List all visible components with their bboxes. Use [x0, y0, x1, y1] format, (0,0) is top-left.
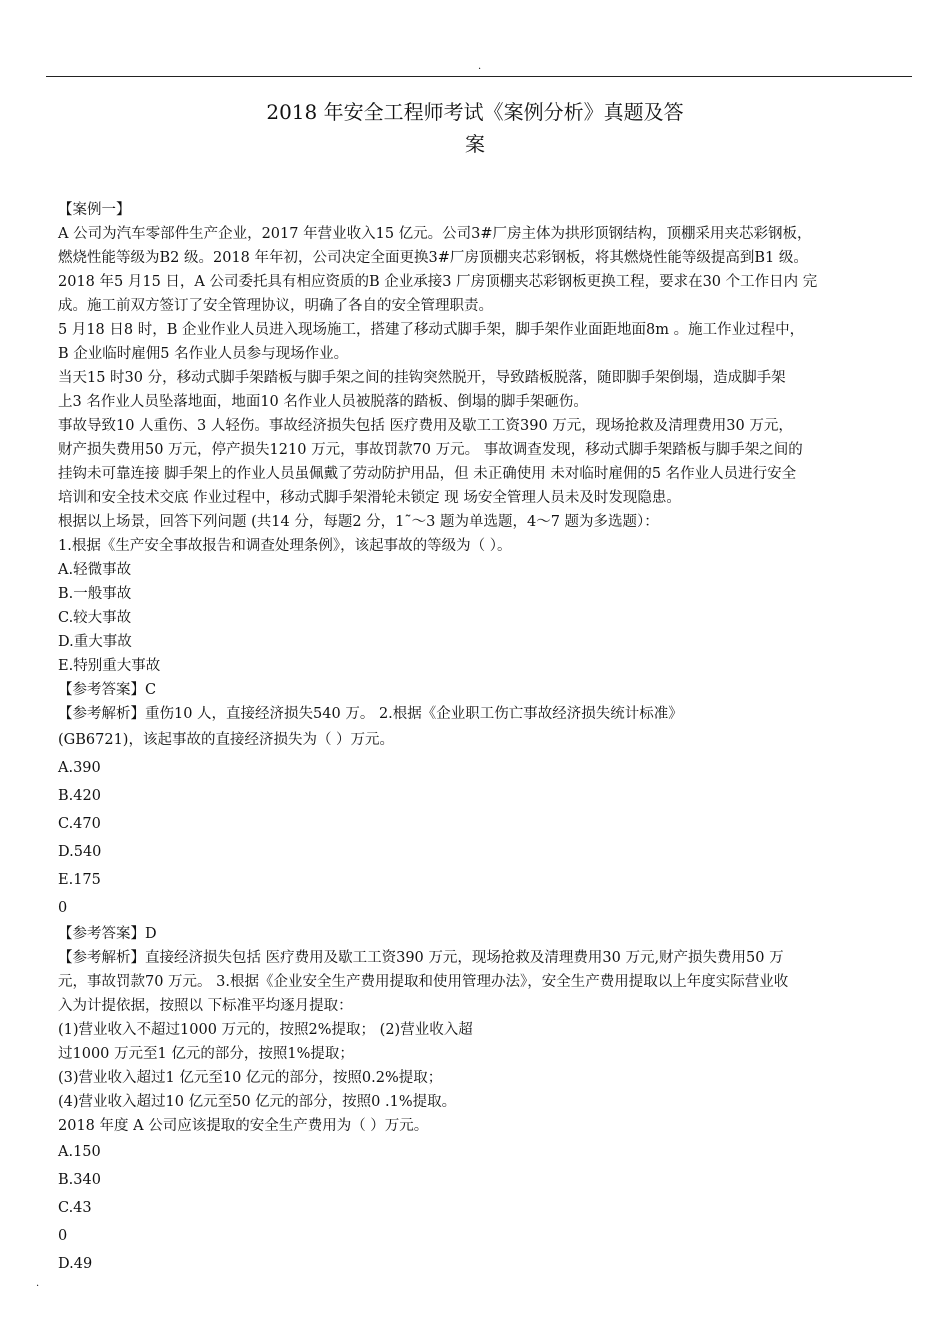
- footer-dot: .: [36, 1278, 40, 1289]
- document-title-continued: 案: [465, 132, 485, 156]
- rate-line: (4)营业收入超过10 亿元至50 亿元的部分，按照0 .1%提取。: [58, 1094, 457, 1110]
- body-line: 培训和安全技术交底 作业过程中，移动式脚手架滑轮未锁定 现 场安全管理人员未及时发现隐患。: [58, 490, 681, 506]
- rate-line: (1)营业收入不超过1000 万元的，按照2%提取； (2)营业收入超: [58, 1022, 473, 1038]
- body-line: 燃烧性能等级为B2 级。2018 年年初，公司决定全面更换3#厂房顶棚夹芯彩钢板，将其燃烧性能等级提高到B1 级。: [58, 250, 808, 266]
- option-d: D.540: [58, 844, 102, 860]
- option-c: C.43: [58, 1200, 92, 1216]
- question-3: 2018 年度 A 公司应该提取的安全生产费用为（ ）万元。: [58, 1118, 429, 1134]
- body-line: 2018 年5 月15 日，A 公司委托具有相应资质的B 企业承接3 厂房顶棚夹芯彩钢板更换工程，要求在30 个工作日内 完: [58, 274, 818, 290]
- analysis-1: 【参考解析】重伤10 人，直接经济损失540 万。 2.根据《企业职工伤亡事故经济损失统计标准》: [58, 706, 683, 722]
- body-line: 元，事故罚款70 万元。 3.根据《企业安全生产费用提取和使用管理办法》，安全生产费用提取以上年度实际营业收: [58, 974, 789, 990]
- stray-zero: 0: [58, 1228, 68, 1244]
- instructions-line: 根据以上场景，回答下列问题 (共14 分，每题2 分，1˜～3 题为单选题，4～7 题为多选题）：: [58, 514, 659, 530]
- answer-1: 【参考答案】C: [58, 682, 157, 698]
- header-rule: [46, 76, 912, 77]
- rate-line: 过1000 万元至1 亿元的部分，按照1%提取；: [58, 1046, 354, 1062]
- option-e: E.175: [58, 872, 101, 888]
- body-line: A 公司为汽车零部件生产企业，2017 年营业收入15 亿元。公司3#厂房主体为拱形顶钢结构，顶棚采用夹芯彩钢板，: [58, 226, 812, 242]
- stray-zero: 0: [58, 900, 68, 916]
- option-c: C.较大事故: [58, 610, 132, 626]
- question-2: (GB6721)，该起事故的直接经济损失为（ ）万元。: [58, 732, 395, 748]
- rate-line: (3)营业收入超过1 亿元至10 亿元的部分，按照0.2%提取；: [58, 1070, 443, 1086]
- option-c: C.470: [58, 816, 101, 832]
- question-1: 1.根据《生产安全事故报告和调查处理条例》，该起事故的等级为（ ）。: [58, 538, 512, 554]
- option-b: B.340: [58, 1172, 101, 1188]
- body-line: 入为计提依据，按照以 下标准平均逐月提取：: [58, 998, 353, 1014]
- body-line: 上3 名作业人员坠落地面，地面10 名作业人员被脱落的踏板、倒塌的脚手架砸伤。: [58, 394, 588, 410]
- document-body: [58, 198, 918, 1278]
- body-line: 当天15 时30 分，移动式脚手架踏板与脚手架之间的挂钩突然脱开，导致踏板脱落，随即脚手架倒塌，造成脚手架: [58, 370, 786, 386]
- analysis-2: 【参考解析】直接经济损失包括 医疗费用及歇工工资390 万元，现场抢救及清理费用30 万元,财产损失费用50 万: [58, 950, 784, 966]
- option-a: A.390: [58, 760, 101, 776]
- body-line: B 企业临时雇佣5 名作业人员参与现场作业。: [58, 346, 349, 362]
- body-line: 事故导致10 人重伤、3 人轻伤。事故经济损失包括 医疗费用及歇工工资390 万元，现场抢救及清理费用30 万元，: [58, 418, 793, 434]
- option-d: D.重大事故: [58, 634, 132, 650]
- option-a: A.150: [58, 1144, 101, 1160]
- body-line: 财产损失费用50 万元，停产损失1210 万元，事故罚款70 万元。 事故调查发现，移动式脚手架踏板与脚手架之间的: [58, 442, 803, 458]
- case-heading: 【案例一】: [58, 202, 131, 218]
- body-line: 成。施工前双方签订了安全管理协议，明确了各自的安全管理职责。: [58, 298, 493, 314]
- option-a: A.轻微事故: [58, 562, 132, 578]
- option-b: B.一般事故: [58, 586, 132, 602]
- option-d: D.49: [58, 1256, 93, 1272]
- header-dot: .: [478, 61, 482, 72]
- answer-2: 【参考答案】D: [58, 926, 157, 942]
- option-b: B.420: [58, 788, 101, 804]
- body-line: 挂钩未可靠连接 脚手架上的作业人员虽佩戴了劳动防护用品，但 未正确使用 未对临时雇佣的5 名作业人员进行安全: [58, 466, 797, 482]
- document-title: 2018 年安全工程师考试《案例分析》真题及答: [266, 100, 684, 124]
- option-e: E.特别重大事故: [58, 658, 161, 674]
- body-line: 5 月18 日8 时，B 企业作业人员进入现场施工，搭建了移动式脚手架，脚手架作业面距地面8m 。施工作业过程中，: [58, 322, 805, 338]
